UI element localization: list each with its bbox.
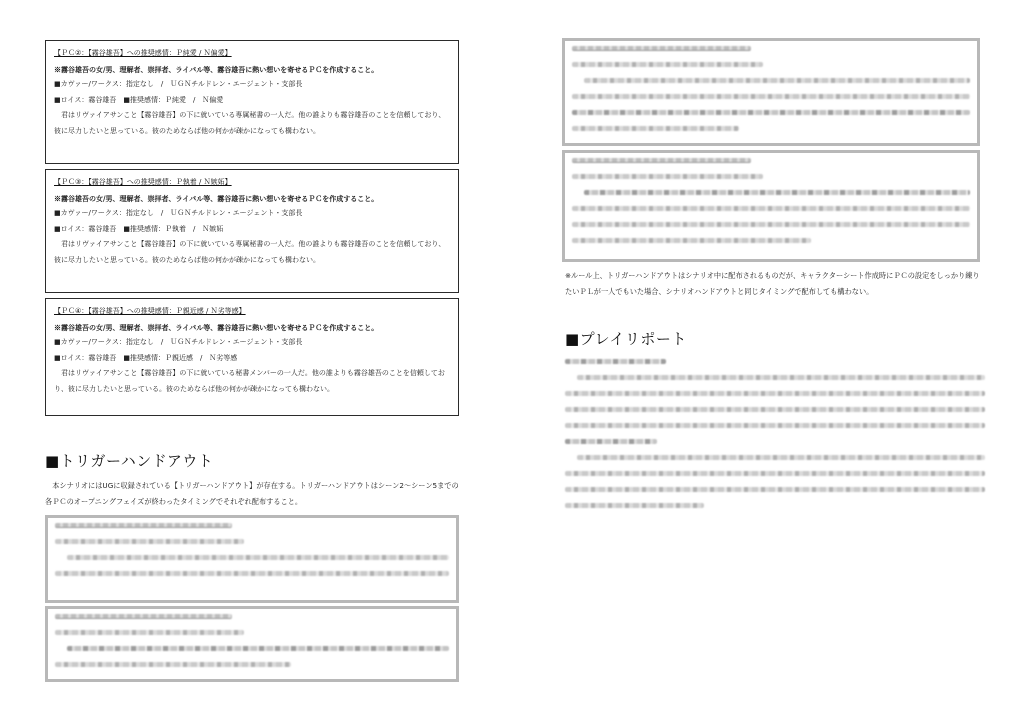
pc2-handout-box — [45, 40, 459, 164]
blurred-title — [55, 523, 232, 528]
blurred-title — [572, 46, 751, 51]
blurred-line — [572, 110, 970, 115]
pc3-lois: ■ロイス：霧谷雄吾 ■推奨感情：Ｐ執着 / Ｎ嫉妬 — [54, 224, 224, 233]
pc2-title: 【ＰＣ②：【霧谷雄吾】への推奨感情：Ｐ純愛 / Ｎ偏愛】 — [54, 49, 232, 57]
blurred-line — [572, 126, 739, 131]
pc4-note: ※霧谷雄吾の女/男、理解者、崇拝者、ライバル等、霧谷雄吾に熱い想いを寄せるＰＣを作成すること。 — [54, 322, 379, 332]
pc3-body: 君はリヴァイアサンこと【霧谷雄吾】の下に就いている専属秘書の一人だ。他の誰よりも霧谷雄吾のことを信頼しており、彼に尽力したいと思っている。彼のためならば他の何かが疎かになっても構わない。 — [54, 240, 446, 264]
blurred-line — [67, 646, 449, 651]
blurred-line — [55, 571, 449, 576]
pc2-lois: ■ロイス：霧谷雄吾 ■推奨感情：Ｐ純愛 / Ｎ偏愛 — [54, 95, 224, 104]
blurred-line — [565, 391, 985, 396]
blurred-line — [565, 471, 985, 476]
trigger-handout-box-blurred-2 — [45, 606, 459, 682]
pc4-cover-works: ■カヴァー/ワークス：指定なし / ＵＧＮチルドレン・エージェント・支部長 — [54, 338, 303, 346]
blurred-title — [55, 614, 232, 619]
blurred-subheading — [565, 359, 666, 364]
blurred-line — [565, 423, 985, 428]
trigger-handout-box-blurred-1 — [45, 515, 459, 603]
trigger-handout-box-blurred-4 — [562, 150, 980, 262]
blurred-line — [565, 407, 985, 412]
blurred-line — [572, 238, 811, 243]
blurred-line — [572, 94, 970, 99]
blurred-line — [577, 455, 985, 460]
blurred-line — [572, 206, 970, 211]
pc3-title: 【ＰＣ③：【霧谷雄吾】への推奨感情：Ｐ執着 / Ｎ嫉妬】 — [54, 178, 232, 186]
pc2-note: ※霧谷雄吾の女/男、理解者、崇拝者、ライバル等、霧谷雄吾に熱い想いを寄せるＰＣを作成すること。 — [54, 64, 379, 74]
blurred-line — [565, 487, 985, 492]
pc4-body: 君はリヴァイアサンこと【霧谷雄吾】の下に就いている秘書メンバーの一人だ。他の誰よりも霧谷雄吾のことを信頼しており、彼に尽力したいと思っている。彼のためならば他の何かが疎かになっても構わない。 — [54, 369, 445, 393]
pc4-title: 【ＰＣ④：【霧谷雄吾】への推奨感情：Ｐ親近感 / Ｎ劣等感】 — [54, 307, 246, 315]
blurred-title — [572, 158, 751, 163]
blurred-line — [55, 630, 244, 635]
blurred-line — [572, 62, 763, 67]
pc2-cover-works: ■カヴァー/ワークス：指定なし / ＵＧＮチルドレン・エージェント・支部長 — [54, 80, 303, 88]
blurred-line — [584, 78, 970, 83]
trigger-handout-paragraph: 本シナリオにはUGに収録されている【トリガーハンドアウト】が存在する。トリガーハンドアウトはシーン2～シーン5までの各ＰＣのオープニングフェイズが終わったタイミングでそれぞれ配布すること。 — [45, 481, 459, 506]
pc3-handout-box — [45, 169, 459, 293]
blurred-line — [55, 662, 291, 667]
blurred-line — [572, 222, 970, 227]
trigger-handout-heading: ■トリガーハンドアウト — [45, 452, 214, 470]
play-report-blurred-content — [565, 359, 985, 519]
trigger-handout-box-blurred-3 — [562, 38, 980, 146]
play-report-heading: ■プレイリポート — [565, 330, 687, 348]
rule-note-paragraph: ※ルール上、トリガーハンドアウトはシナリオ中に配布されるものだが、キャラクターシート作成時にＰＣの設定をしっかり練りたいＰＬが一人でもいた場合、シナリオハンドアウトと同じタイミングで配布しても構わない。 — [565, 271, 980, 296]
blurred-subheading — [565, 439, 657, 444]
blurred-line — [572, 174, 763, 179]
pc2-body: 君はリヴァイアサンこと【霧谷雄吾】の下に就いている専属秘書の一人だ。他の誰よりも霧谷雄吾のことを信頼しており、彼に尽力したいと思っている。彼のためならば他の何かが疎かになっても構わない。 — [54, 111, 446, 135]
pc4-handout-box — [45, 298, 459, 416]
blurred-line — [577, 375, 985, 380]
pc3-note: ※霧谷雄吾の女/男、理解者、崇拝者、ライバル等、霧谷雄吾に熱い想いを寄せるＰＣを作成すること。 — [54, 193, 379, 203]
blurred-line — [584, 190, 970, 195]
pc4-lois: ■ロイス：霧谷雄吾 ■推奨感情：Ｐ親近感 / Ｎ劣等感 — [54, 353, 238, 362]
blurred-line — [67, 555, 449, 560]
blurred-line — [55, 539, 244, 544]
pc3-cover-works: ■カヴァー/ワークス：指定なし / ＵＧＮチルドレン・エージェント・支部長 — [54, 209, 303, 217]
blurred-line — [565, 503, 704, 508]
